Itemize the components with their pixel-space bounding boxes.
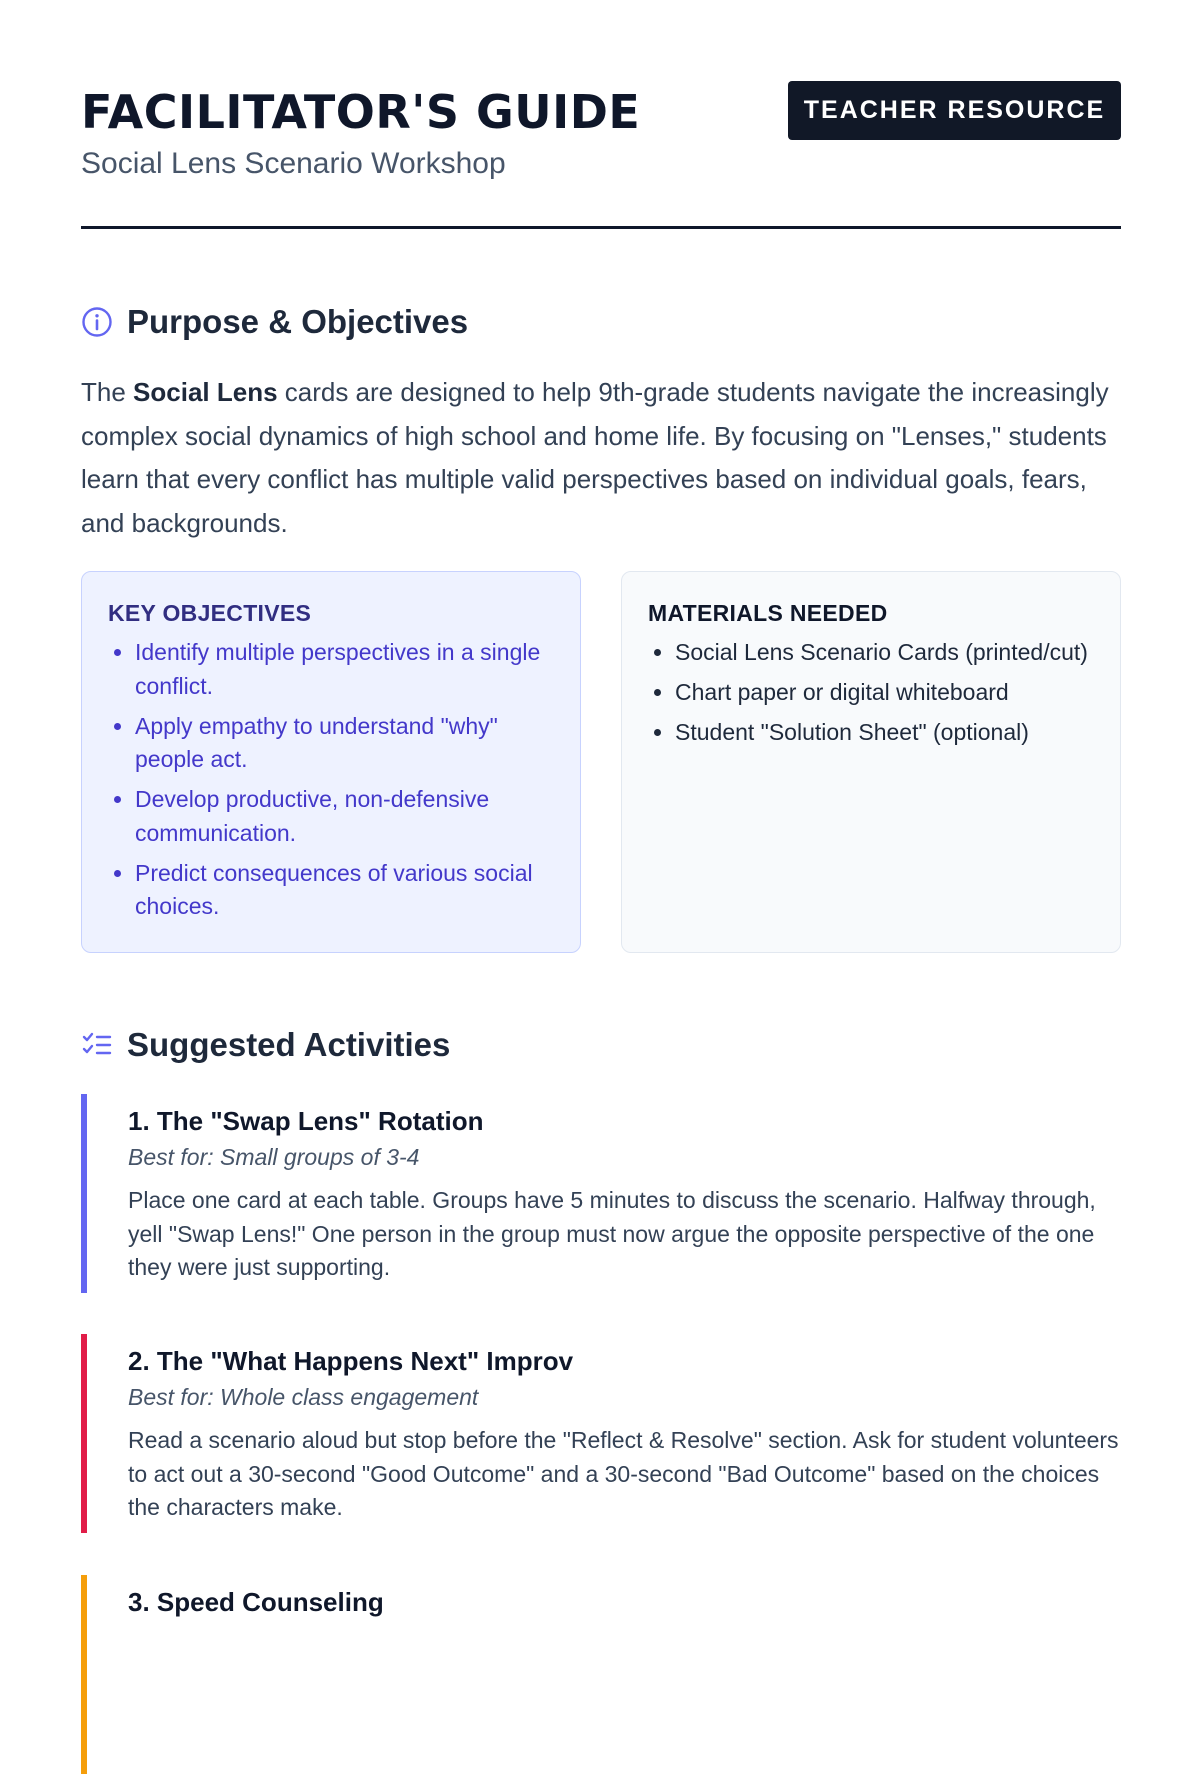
activity-description: Place one card at each table. Groups have 5 minutes to discuss the scenario. Halfway through, yell "Swap Lens!" One person in the group must now argue the opposite perspective of the one they were just supporting. [128,1187,1096,1280]
activity-accent-bar [81,1575,87,1774]
page-title: FACILITATOR'S GUIDE [81,85,641,139]
list-item: • Student "Solution Sheet" (optional) [675,716,1094,750]
purpose-intro [81,371,1121,545]
key-objectives-card [81,571,581,953]
list-item: • Chart paper or digital whiteboard [675,676,1094,710]
materials-needed-card [621,571,1121,953]
activity-description: Read a scenario aloud but stop before the "Reflect & Resolve" section. Ask for student volunteers to act out a 30-second "Good Outcome" and a 30-second "Bad Outcome" based on the choices the characters make. [128,1427,1119,1520]
activities-section-heading [81,1026,450,1064]
activity-title: 1. The "Swap Lens" Rotation [128,1106,484,1136]
purpose-section-heading [81,303,468,341]
activity-title: 2. The "What Happens Next" Improv [128,1346,574,1376]
list-item: • Identify multiple perspectives in a single conflict. [135,636,554,703]
materials-needed-heading: MATERIALS NEEDED [648,600,888,626]
objectives-materials-row [81,571,1121,953]
list-item: • Predict consequences of various social choices. [135,857,554,924]
intro-product-name: Social Lens [133,377,278,407]
activity-card-swap-lens [81,1094,1121,1293]
key-objectives-list [108,636,554,924]
intro-body: cards are designed to help 9th-grade students navigate the increasingly complex social dynamics of high school and home life. By focusing on "Lenses," students learn that every conflict has multiple valid perspectives based on individual goals, fears, and backgrounds. [81,377,1109,538]
activity-best-for: Best for: Small groups of 3-4 [128,1144,420,1170]
activity-title: 3. Speed Counseling [128,1587,384,1617]
activity-accent-bar [81,1094,87,1293]
facilitator-guide-page [81,0,1121,1617]
info-circle-icon [81,306,113,338]
list-item: • Develop productive, non-defensive communication. [135,783,554,850]
materials-needed-list [648,636,1094,750]
page-subtitle: Social Lens Scenario Workshop [81,147,506,180]
activities-heading: Suggested Activities [127,1026,451,1063]
activity-card-speed-counseling [81,1575,1121,1774]
checklist-icon [81,1029,113,1061]
teacher-resource-badge: TEACHER RESOURCE [788,81,1121,140]
list-item: • Social Lens Scenario Cards (printed/cut) [675,636,1094,670]
header [81,0,1121,230]
key-objectives-heading: KEY OBJECTIVES [108,600,312,626]
activity-accent-bar [81,1334,87,1533]
intro-lead: The [81,377,134,407]
list-item: • Apply empathy to understand "why" people act. [135,710,554,777]
purpose-heading: Purpose & Objectives [127,303,469,340]
header-divider [81,226,1121,229]
activity-best-for: Best for: Whole class engagement [128,1384,479,1410]
activity-card-what-happens-next [81,1334,1121,1533]
